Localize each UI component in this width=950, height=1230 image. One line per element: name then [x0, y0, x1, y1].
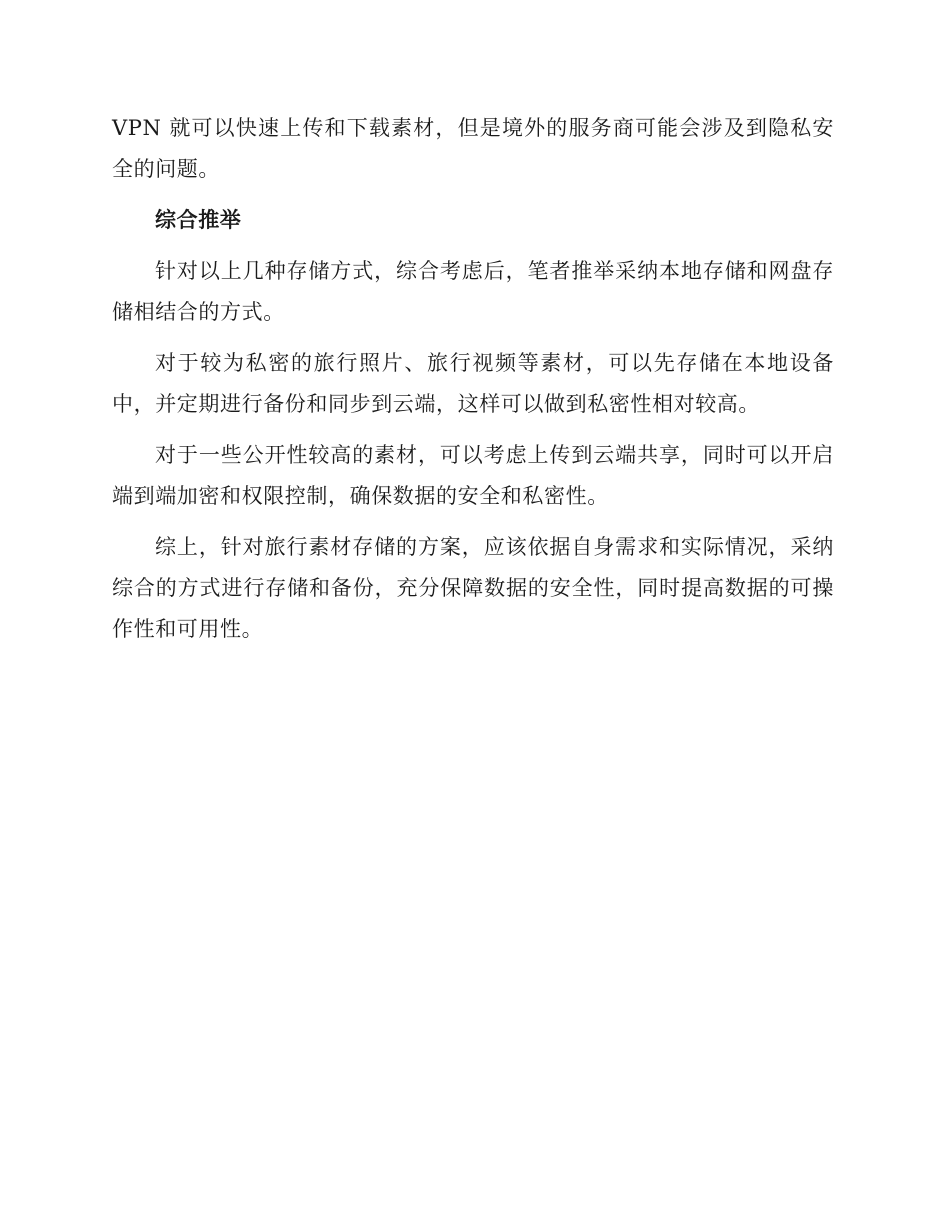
- paragraph-private-materials: 对于较为私密的旅行照片、旅行视频等素材，可以先存储在本地设备中，并定期进行备份和同步到云端，这样可以做到私密性相对较高。: [112, 351, 834, 416]
- continued-paragraph: VPN 就可以快速上传和下载素材，但是境外的服务商可能会涉及到隐私安全的问题。: [112, 116, 834, 181]
- paragraph-conclusion: 综上，针对旅行素材存储的方案，应该依据自身需求和实际情况，采纳综合的方式进行存储和备份，充分保障数据的安全性，同时提高数据的可操作性和可用性。: [112, 535, 834, 641]
- document-page: [112, 108, 834, 660]
- section-heading: 综合推举: [155, 208, 242, 232]
- paragraph-recommendation: 针对以上几种存储方式，综合考虑后，笔者推举采纳本地存储和网盘存储相结合的方式。: [112, 259, 834, 324]
- paragraph-public-materials: 对于一些公开性较高的素材，可以考虑上传到云端共享，同时可以开启端到端加密和权限控制，确保数据的安全和私密性。: [112, 443, 834, 508]
